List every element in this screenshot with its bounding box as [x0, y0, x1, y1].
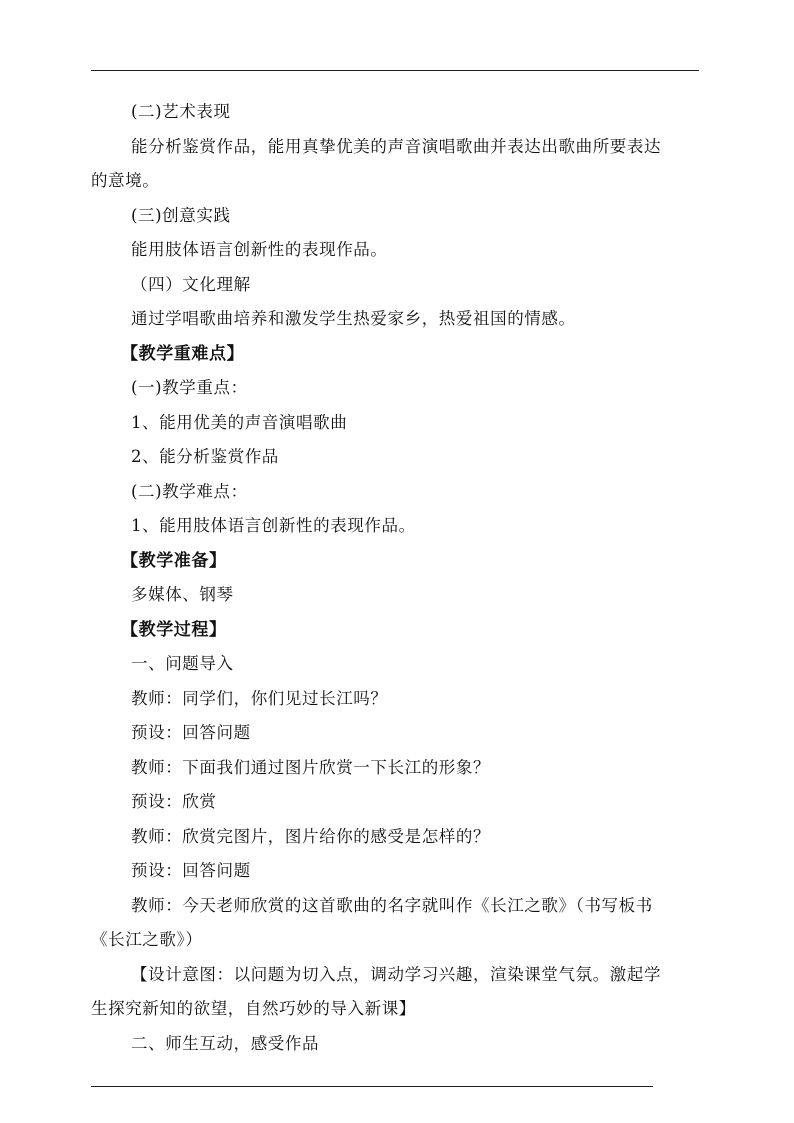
paragraph-line: 教师：下面我们通过图片欣赏一下长江的形象？ — [131, 757, 491, 777]
header-rule — [91, 70, 699, 71]
paragraph-line: 一、问题导入 — [131, 654, 234, 673]
section-heading: 【教学重难点】 — [121, 343, 245, 364]
paragraph-line: 2、能分析鉴赏作品 — [131, 447, 279, 466]
paragraph-line: 《长江之歌》） — [91, 930, 203, 949]
section-heading: 【教学准备】 — [121, 550, 227, 571]
paragraph-line: 二、师生互动，感受作品 — [131, 1033, 320, 1053]
paragraph-line: (一)教学重点： — [131, 378, 248, 397]
paragraph-line: 【设计意图：以问题为切入点，调动学习兴趣，渲染课堂气氛。激起学 — [131, 964, 662, 984]
paragraph-line: 预设：欣赏 — [131, 792, 217, 811]
paragraph-line: 能用肢体语言创新性的表现作品。 — [131, 240, 388, 259]
paragraph-line: 预设：回答问题 — [131, 723, 251, 742]
paragraph-line: (二)教学难点： — [131, 481, 248, 501]
footer-rule — [91, 1086, 653, 1087]
paragraph-line: 多媒体、钢琴 — [131, 585, 234, 604]
paragraph-line: 预设：回答问题 — [131, 861, 251, 880]
paragraph-line: 教师：欣赏完图片，图片给你的感受是怎样的？ — [131, 826, 491, 846]
section-heading: 【教学过程】 — [121, 619, 227, 640]
paragraph-line: 1、能用优美的声音演唱歌曲 — [131, 412, 348, 432]
paragraph-line: 1、能用肢体语言创新性的表现作品。 — [131, 516, 416, 535]
paragraph-line: 通过学唱歌曲培养和激发学生热爱家乡，热爱祖国的情感。 — [131, 309, 576, 328]
paragraph-line: (三)创意实践 — [131, 205, 231, 225]
document-body — [91, 95, 711, 1061]
paragraph-line: 教师：今天老师欣赏的这首歌曲的名字就叫作《长江之歌》（书写板书 — [131, 895, 653, 915]
paragraph-line: 的意境。 — [91, 171, 160, 190]
paragraph-line: 生探究新知的欲望，自然巧妙的导入新课】 — [91, 999, 416, 1018]
paragraph-line: 能分析鉴赏作品，能用真挚优美的声音演唱歌曲并表达出歌曲所要表达 — [131, 136, 662, 156]
paragraph-line: 教师：同学们，你们见过长江吗？ — [131, 688, 388, 708]
paragraph-line: (二)艺术表现 — [131, 102, 231, 121]
paragraph-line: （四）文化理解 — [131, 274, 251, 294]
